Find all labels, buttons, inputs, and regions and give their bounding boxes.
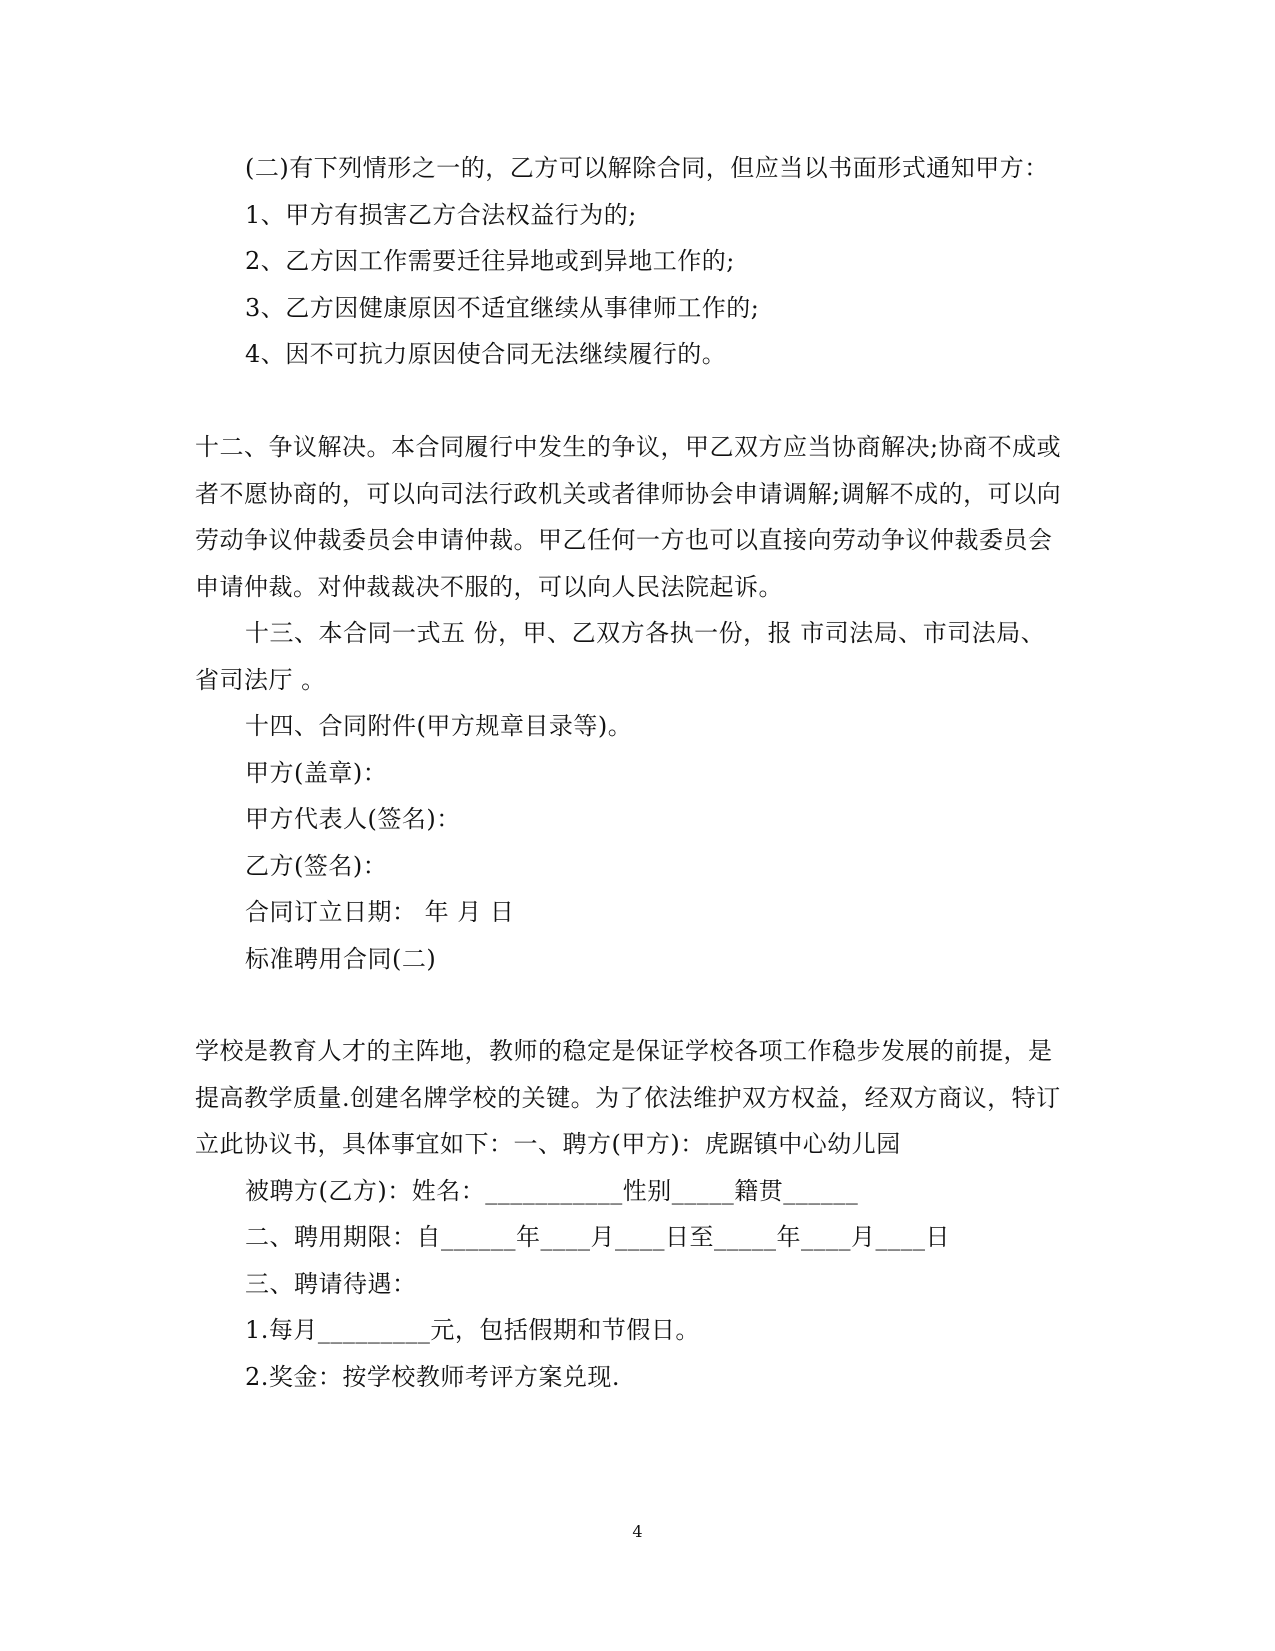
paragraph-line: 十三、本合同一式五 份，甲、乙双方各执一份，报 市司法局、市司法局、 [245, 619, 1046, 647]
page-number: 4 [632, 1522, 643, 1541]
paragraph-line: 2、乙方因工作需要迁往异地或到异地工作的; [245, 247, 735, 275]
form-line: 1.每月_________元，包括假期和节假日。 [245, 1316, 700, 1344]
paragraph-line: 十四、合同附件(甲方规章目录等)。 [245, 712, 633, 740]
paragraph-line: 劳动争议仲裁委员会申请仲裁。甲乙任何一方也可以直接向劳动争议仲裁委员会 [195, 526, 1053, 554]
paragraph-line: 省司法厅 。 [195, 666, 326, 694]
paragraph-line: (二)有下列情形之一的，乙方可以解除合同，但应当以书面形式通知甲方： [245, 154, 1049, 182]
paragraph-line: 3、乙方因健康原因不适宜继续从事律师工作的; [245, 294, 760, 322]
signature-line: 甲方(盖章)： [245, 759, 388, 787]
form-line: 被聘方(乙方)：姓名：___________性别_____籍贯______ [245, 1177, 859, 1205]
paragraph-line: 申请仲裁。对仲裁裁决不服的，可以向人民法院起诉。 [195, 573, 783, 601]
paragraph-line: 十二、争议解决。本合同履行中发生的争议，甲乙双方应当协商解决;协商不成或 [195, 433, 1062, 461]
date-line: 合同订立日期： 年 月 日 [245, 898, 515, 926]
paragraph-line: 2.奖金：按学校教师考评方案兑现. [245, 1363, 621, 1391]
paragraph-line: 立此协议书，具体事宜如下：一、聘方(甲方)：虎踞镇中心幼儿园 [195, 1130, 901, 1158]
paragraph-line: 4、因不可抗力原因使合同无法继续履行的。 [245, 340, 727, 368]
paragraph-line: 者不愿协商的，可以向司法行政机关或者律师协会申请调解;调解不成的，可以向 [195, 480, 1062, 508]
form-line: 二、聘用期限：自______年____月____日至_____年____月____日 [245, 1223, 950, 1251]
signature-line: 甲方代表人(签名)： [245, 805, 461, 833]
signature-line: 乙方(签名)： [245, 852, 388, 880]
section-heading: 标准聘用合同(二) [245, 945, 437, 973]
paragraph-line: 1、甲方有损害乙方合法权益行为的; [245, 201, 637, 229]
paragraph-line: 提高教学质量.创建名牌学校的关键。为了依法维护双方权益，经双方商议，特订 [195, 1084, 1061, 1112]
paragraph-line: 学校是教育人才的主阵地，教师的稳定是保证学校各项工作稳步发展的前提，是 [195, 1037, 1053, 1065]
paragraph-line: 三、聘请待遇： [245, 1270, 417, 1298]
